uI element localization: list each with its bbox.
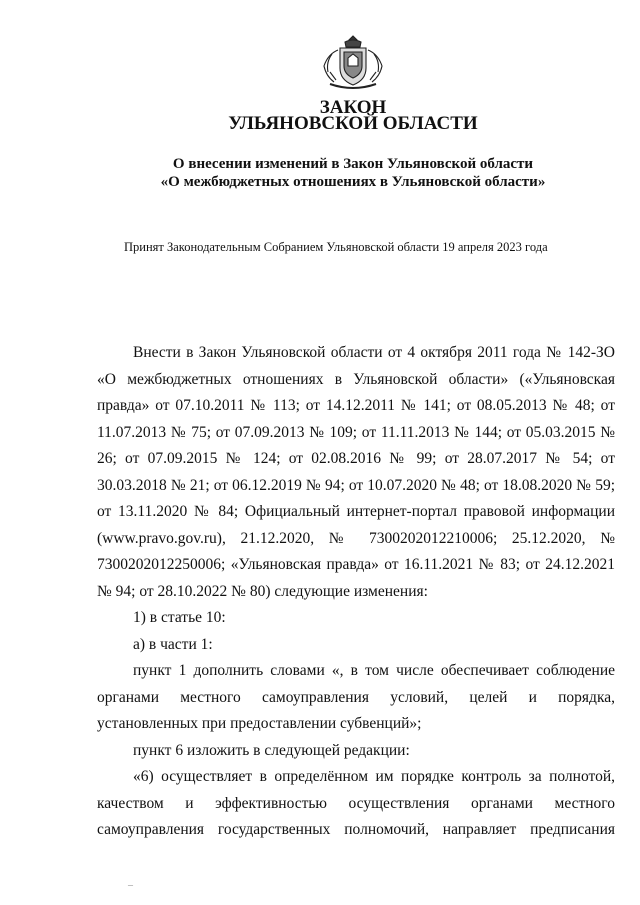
ulyanovsk-coat-of-arms-icon [318,34,388,90]
law-subtitle-line1: О внесении изменений в Закон Ульяновской области [172,156,534,172]
body-paragraph-point1: пункт 1 дополнить словами «, в том числе обеспечивает соблюдение органами местного самоуправления условий, целей и порядка, установленных при предоставлении субвенций»; [97,662,615,732]
law-region: УЛЬЯНОВСКОЙ ОБЛАСТИ [228,113,478,134]
body-paragraph-intro: Внести в Закон Ульяновской области от 4 октября 2011 года № 142-ЗО «О межбюджетных отношениях в Ульяновской области» («Ульяновская правда» от 07.10.2011 № 113; от 14.12.2011 № 141; от 08.05.2013 № 48; от 11.07.2013 № 75; от 07.09.2013 № 109; от 11.11.2013 № 144; от 05.03.2015 № 26; от 07.09.2015 № 124; от 02.08.2016 № 99; от 28.07.2017 № 54; от 30.03.2018 № 21; от 06.12.2019 № 94; от 10.07.2020 № 48; от 18.08.2020 № 59; от 13.11.2020 № 84; Официальный интернет-портал правовой информации (www.pravo.gov.ru), 21.12.2020, № 7300202012210006; 25.12.2020, № 7300202012250006; «Ульяновская правда» от 16.11.2021 № 83; от 24.12.2021 № 94; от 28.10.2022 № 80) следующие изменения: [97,344,615,600]
body-paragraph-point6: пункт 6 изложить в следующей редакции: [133,741,410,759]
scan-margin-mark: – [128,880,133,891]
adoption-note: Принят Законодательным Собранием Ульяновской области 19 апреля 2023 года [124,240,548,254]
law-subtitle-line2: «О межбюджетных отношениях в Ульяновской области» [160,174,546,190]
law-body [97,340,615,844]
body-paragraph-point6-text: «6) осуществляет в определённом им порядке контроль за полнотой, качеством и эффективностью осуществления органами местного самоуправления государственных полномочий, направляет предписания [97,768,615,838]
body-item-article10: 1) в статье 10: [133,609,226,626]
law-title: ЗАКОН [319,97,387,118]
body-item-part1: а) в части 1: [133,635,213,653]
